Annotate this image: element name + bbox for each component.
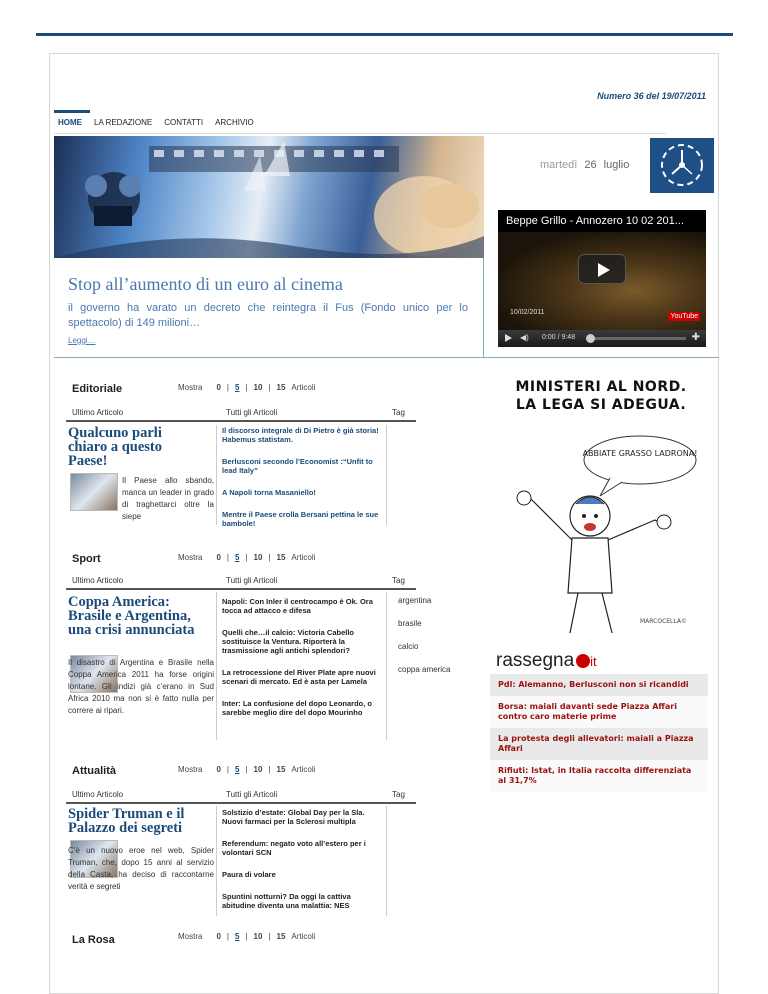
lead-article-title[interactable]: Qualcuno parli chiaro a questo Paese! [68, 425, 162, 469]
main-nav [54, 110, 262, 134]
news-item[interactable]: Pdl: Alemanno, Berlusconi non si ricandidi [490, 674, 708, 696]
seek-bar[interactable] [588, 337, 686, 340]
content-divider [54, 357, 484, 358]
nav-home[interactable]: HOME [54, 110, 90, 134]
article-link[interactable]: Inter: La confusione del dopo Leonardo, o sarebbe meglio dire del dopo Mourinho [222, 699, 372, 717]
separator: | [268, 383, 271, 392]
count-option-0[interactable]: 0 [216, 765, 221, 774]
fullscreen-icon[interactable]: ✚ [691, 332, 700, 343]
column-separator [386, 592, 387, 740]
separator: | [226, 383, 229, 392]
lead-article-title[interactable]: Spider Truman e il Palazzo dei segreti [68, 806, 185, 836]
separator: | [245, 553, 248, 562]
article-list-sport [222, 597, 382, 730]
articles-label: Articoli [291, 932, 316, 941]
cinema-collage-illustration [54, 136, 484, 258]
separator: | [226, 553, 229, 562]
date-month: luglio [603, 159, 630, 171]
top-rule [36, 33, 733, 36]
count-option-15[interactable]: 15 [276, 932, 286, 941]
column-rule [66, 588, 416, 590]
date-day: 26 [584, 159, 597, 171]
hero-image[interactable] [54, 136, 484, 258]
rassegna-logo-icon [576, 654, 590, 668]
tag-link[interactable]: brasile [398, 619, 422, 628]
article-link[interactable]: Napoli: Con Inler il centrocampo è Ok. Ora tocca ad attacco e difesa [222, 597, 373, 615]
column-rule [66, 420, 416, 422]
rassegna-news-widget [490, 650, 708, 792]
cartoon-signature: MARCOCELLA© [640, 618, 687, 625]
cartoon-drawing [490, 428, 712, 640]
cartoon-headline-line-1: MINISTERI AL NORD. [515, 379, 687, 395]
col-last-article: Ultimo Articolo [72, 408, 124, 417]
rassegna-logo-suffix: it [590, 654, 597, 669]
separator: | [226, 765, 229, 774]
rassegna-list [490, 674, 708, 792]
col-last-article: Ultimo Articolo [72, 576, 124, 585]
article-link[interactable]: Mentre il Paese crolla Bersani pettina le sue bambole! [222, 510, 379, 528]
show-label: Mostra [178, 553, 203, 562]
nav-divider [54, 133, 666, 134]
article-list-editoriale [222, 426, 382, 541]
rassegna-logo[interactable] [490, 650, 708, 674]
count-option-10[interactable]: 10 [253, 765, 263, 774]
clock-icon [650, 138, 714, 193]
news-item[interactable]: Borsa: maiali davanti sede Piazza Affari contro caro materie prime [490, 696, 708, 728]
show-label: Mostra [178, 383, 203, 392]
featured-article [54, 136, 484, 358]
article-count-selector-editoriale [178, 383, 321, 392]
count-option-15[interactable]: 15 [276, 383, 286, 392]
col-all-articles: Tutti gli Articoli [226, 790, 278, 799]
video-time: 0:00 / 9:48 [542, 334, 576, 341]
date-weekday: martedì [540, 159, 578, 171]
articles-label: Articoli [291, 553, 316, 562]
column-separator [386, 425, 387, 525]
count-option-5[interactable]: 5 [234, 553, 240, 562]
tag-list-sport [398, 596, 478, 688]
articles-label: Articoli [291, 383, 316, 392]
article-link[interactable]: Paura di volare [222, 870, 276, 879]
tag-link[interactable]: calcio [398, 642, 419, 651]
column-separator [216, 592, 217, 740]
article-count-selector-la-rosa [178, 932, 321, 941]
tag-link[interactable]: coppa america [398, 665, 451, 674]
section-title-sport: Sport [72, 553, 101, 565]
rassegna-logo-text: rassegna [496, 650, 575, 671]
volume-icon[interactable]: ◀) [520, 333, 529, 342]
vignette-cartoon[interactable] [490, 378, 712, 640]
separator: | [245, 765, 248, 774]
cartoon-headline [490, 378, 712, 414]
col-tag: Tag [392, 790, 405, 799]
count-option-0[interactable]: 0 [216, 932, 221, 941]
section-title-editoriale: Editoriale [72, 383, 123, 395]
article-link[interactable]: Referendum: negato voto all’estero per i volontari SCN [222, 839, 366, 857]
count-option-10[interactable]: 10 [253, 932, 263, 941]
play-overlay-button[interactable] [578, 254, 626, 284]
nav-redazione[interactable]: LA REDAZIONE [94, 118, 153, 127]
show-label: Mostra [178, 765, 203, 774]
featured-title[interactable]: Stop all’aumento di un euro al cinema [68, 274, 343, 294]
article-link[interactable]: La retrocessione del River Plate apre nuovi scenari di mercato. Ed è asta per Lamela [222, 668, 376, 686]
news-item[interactable]: Rifiuti: Istat, in Italia raccolta differenziata al 31,7% [490, 760, 708, 792]
col-last-article: Ultimo Articolo [72, 790, 124, 799]
nav-archivio[interactable]: ARCHIVIO [215, 118, 254, 127]
article-link[interactable]: Il discorso integrale di Di Pietro è già storia! Habemus statistam. [222, 426, 379, 444]
featured-excerpt: il governo ha varato un decreto che reintegra il Fus (Fondo unico per lo spettacolo) di 149 milioni… [68, 302, 468, 329]
tag-link[interactable]: argentina [398, 596, 432, 605]
youtube-logo[interactable]: YouTube [670, 313, 698, 320]
lead-article-title[interactable]: Coppa America: Brasile e Argentina, una crisi annunciata [68, 594, 195, 638]
seek-handle[interactable] [586, 334, 595, 343]
article-count-selector-attualita [178, 765, 321, 774]
article-link[interactable]: Berlusconi secondo l’Economist :“Unfit to lead Italy” [222, 457, 373, 475]
separator: | [245, 383, 248, 392]
separator: | [245, 932, 248, 941]
count-option-15[interactable]: 15 [276, 553, 286, 562]
articles-label: Articoli [291, 765, 316, 774]
video-controls [498, 330, 706, 347]
separator: | [268, 932, 271, 941]
article-list-attualita [222, 808, 382, 923]
lead-article-excerpt: C’è un nuovo eroe nel web, Spider Truman, che, dopo 15 anni al servizio della Casta, ha deciso di raccontarne verità e segreti [68, 846, 214, 891]
col-tag: Tag [392, 408, 405, 417]
cartoon-bubble-text: ABBIATE GRASSO LADRONA! [582, 449, 698, 458]
video-player[interactable] [498, 210, 706, 347]
section-title-attualita: Attualità [72, 765, 116, 777]
article-link[interactable]: Quelli che…il calcio: Victoria Cabello sostituisce la Ventura. Riporterà la trasmissione agli antichi splendori? [222, 628, 354, 655]
news-item[interactable]: La protesta degli allevatori: maiali a Piazza Affari [490, 728, 708, 760]
article-link[interactable]: Spuntini notturni? Da oggi la cattiva abitudine diventa una malattia: NES [222, 892, 351, 910]
article-count-selector-sport [178, 553, 321, 562]
video-frame[interactable] [498, 232, 706, 330]
article-link[interactable]: Solstizio d’estate: Global Day per la Sla. Nuovi farmaci per la Sclerosi multipla [222, 808, 365, 826]
nav-contatti[interactable]: CONTATTI [164, 118, 204, 127]
play-icon[interactable] [505, 334, 512, 342]
cartoon-headline-line-2: LA LEGA SI ADEGUA. [515, 397, 687, 413]
column-separator [216, 425, 217, 525]
separator: | [268, 765, 271, 774]
col-tag: Tag [392, 576, 405, 585]
count-option-10[interactable]: 10 [253, 553, 263, 562]
section-title-la-rosa: La Rosa [72, 934, 115, 946]
read-more-link[interactable]: Leggi… [68, 336, 96, 345]
issue-number: Numero 36 del 19/07/2011 [597, 91, 706, 101]
col-all-articles: Tutti gli Articoli [226, 408, 278, 417]
sidebar-divider [484, 357, 719, 358]
article-link[interactable]: A Napoli torna Masaniello! [222, 488, 316, 497]
count-option-0[interactable]: 0 [216, 553, 221, 562]
lead-article-excerpt: Il disastro di Argentina e Brasile nella Coppa America 2011 ha forse origini lontane. Gli indizi già c’erano in Sud Africa 2010 ma non si è fatto nulla per correre ai ripari. [68, 658, 214, 715]
lead-article-thumbnail[interactable] [70, 473, 118, 511]
col-all-articles: Tutti gli Articoli [226, 576, 278, 585]
lead-article-excerpt: Il Paese allo sbando, manca un leader in grado di traghettarci oltre la siepe [122, 476, 214, 521]
column-rule [66, 802, 416, 804]
show-label: Mostra [178, 932, 203, 941]
count-option-5[interactable]: 5 [234, 932, 240, 941]
count-option-5[interactable]: 5 [234, 383, 240, 392]
count-option-15[interactable]: 15 [276, 765, 286, 774]
count-option-10[interactable]: 10 [253, 383, 263, 392]
video-title[interactable]: Beppe Grillo - Annozero 10 02 201... [506, 215, 684, 227]
separator: | [268, 553, 271, 562]
column-separator [216, 806, 217, 916]
count-option-5[interactable]: 5 [234, 765, 240, 774]
current-date [540, 159, 629, 171]
video-date-tag: 10/02/2011 [510, 309, 545, 316]
column-separator [386, 806, 387, 916]
separator: | [226, 932, 229, 941]
count-option-0[interactable]: 0 [216, 383, 221, 392]
